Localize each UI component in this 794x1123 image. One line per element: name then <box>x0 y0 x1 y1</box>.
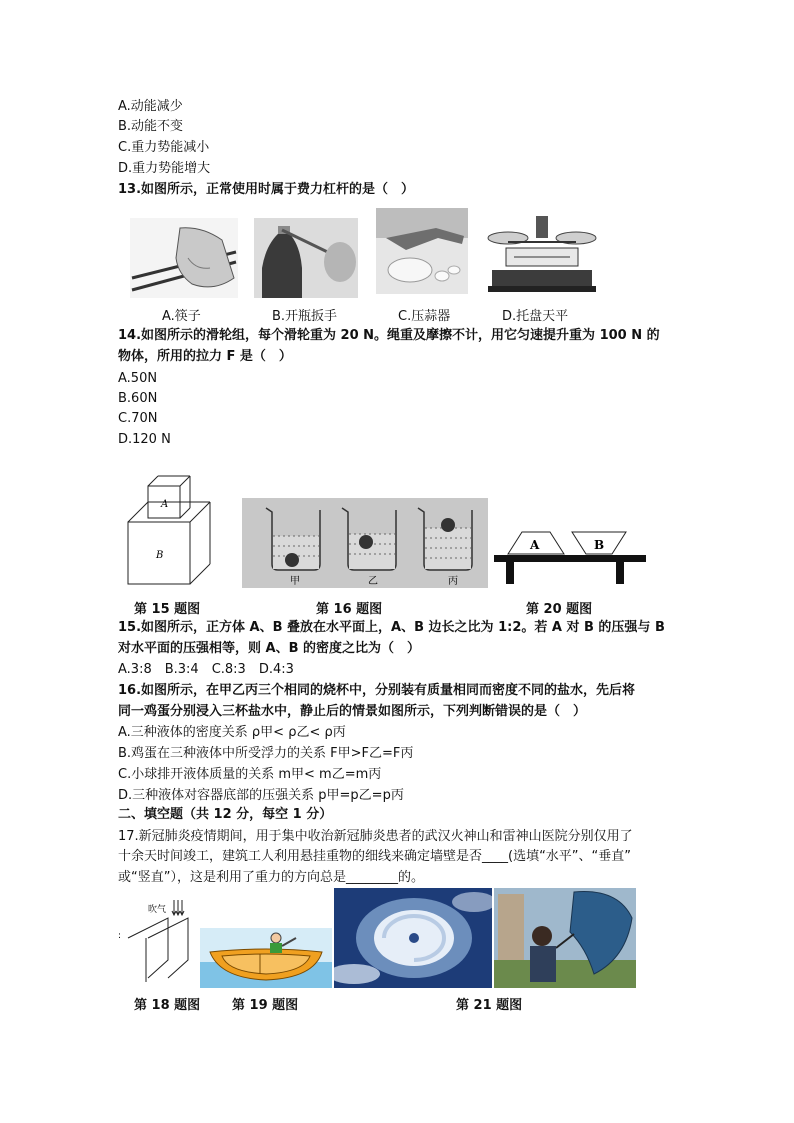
q13-caption-a: A.筷子 <box>162 309 201 324</box>
trapezoid-blocks-figure <box>492 528 648 586</box>
q13-caption-b: B.开瓶扳手 <box>272 309 338 324</box>
chopsticks-photo <box>130 218 238 298</box>
q12-option-b: B.动能不变 <box>118 119 184 134</box>
q12-option-a: A.动能减少 <box>118 99 183 114</box>
q15-stem-line2: 对水平面的压强相等，则 A、B 的密度之比为（ ） <box>118 641 421 656</box>
cube-b-label: B <box>156 550 164 561</box>
q12-option-c: C.重力势能减小 <box>118 140 210 155</box>
blowing-paper-figure <box>118 898 198 986</box>
q16-stem-line1: 16.如图所示，在甲乙丙三个相同的烧杯中，分别装有质量相同而密度不同的盐水，先后将 <box>118 683 636 698</box>
section2-title: 二、填空题（共 12 分，每空 1 分） <box>118 807 333 822</box>
q14-option-c: C.70N <box>118 411 158 426</box>
q14-stem-line1: 14.如图所示的滑轮组，每个滑轮重为 20 N。绳重及摩擦不计，用它匀速提升重为 100 N 的 <box>118 328 660 343</box>
fig21-caption: 第 21 题图 <box>456 998 523 1013</box>
stacked-cubes-figure <box>124 474 214 588</box>
garlic-press-photo <box>376 208 468 294</box>
q12-option-d: D.重力势能增大 <box>118 161 211 176</box>
blow-label: 吹气 <box>148 905 167 915</box>
q14-stem-line2: 物体，所用的拉力 F 是（ ） <box>118 349 292 364</box>
q13-caption-c: C.压蒜器 <box>398 309 451 324</box>
q16-stem-line2: 同一鸡蛋分别浸入三杯盐水中，静止后的情景如图所示，下列判断错误的是（ ） <box>118 704 587 719</box>
umbrella-wind-figure <box>494 888 636 988</box>
q13-stem: 13.如图所示，正常使用时属于费力杠杆的是（ ） <box>118 182 415 197</box>
q14-option-d: D.120 N <box>118 432 171 447</box>
balance-scale-photo <box>486 212 598 294</box>
typhoon-satellite-figure <box>334 888 492 988</box>
q15-options: A.3:8 B.3:4 C.8:3 D.4:3 <box>118 662 294 677</box>
figure-marker: : <box>118 931 122 941</box>
q16-option-d: D.三种液体对容器底部的压强关系 p甲=p乙=p丙 <box>118 788 404 803</box>
q16-option-a: A.三种液体的密度关系 ρ甲< ρ乙< ρ丙 <box>118 725 346 740</box>
bottle-opener-photo <box>254 218 358 298</box>
beaker-label-yi: 乙 <box>368 576 378 587</box>
q17-line3: 或“竖直”），这是利用了重力的方向总是________的。 <box>118 870 424 885</box>
beaker-label-jia: 甲 <box>290 576 300 587</box>
q16-option-b: B.鸡蛋在三种液体中所受浮力的关系 F甲>F乙=F丙 <box>118 746 414 761</box>
q15-stem-line1: 15.如图所示，正方体 A、B 叠放在水平面上，A、B 边长之比为 1:2。若 A 对 B 的压强与 B <box>118 620 665 635</box>
boat-figure <box>200 928 332 988</box>
cube-a-label: A <box>161 499 169 510</box>
q13-caption-d: D.托盘天平 <box>502 309 569 324</box>
fig19-caption: 第 19 题图 <box>232 998 299 1013</box>
q16-option-c: C.小球排开液体质量的关系 m甲< m乙=m丙 <box>118 767 382 782</box>
q17-line1: 17.新冠肺炎疫情期间，用于集中收治新冠肺炎患者的武汉火神山和雷神山医院分别仅用了 <box>118 829 633 844</box>
q14-option-a: A.50N <box>118 371 158 386</box>
fig20-caption: 第 20 题图 <box>526 602 593 617</box>
fig18-caption: 第 18 题图 <box>134 998 201 1013</box>
beakers-figure <box>242 498 488 588</box>
trapezoid-a-label: A <box>530 538 540 552</box>
fig16-caption: 第 16 题图 <box>316 602 383 617</box>
trapezoid-b-label: B <box>594 538 605 552</box>
q17-line2: 十余天时间竣工，建筑工人利用悬挂重物的细线来确定墙壁是否____(选填“水平”、“垂直” <box>118 849 632 864</box>
fig15-caption: 第 15 题图 <box>134 602 201 617</box>
q14-option-b: B.60N <box>118 391 158 406</box>
beaker-label-bing: 丙 <box>448 576 458 587</box>
